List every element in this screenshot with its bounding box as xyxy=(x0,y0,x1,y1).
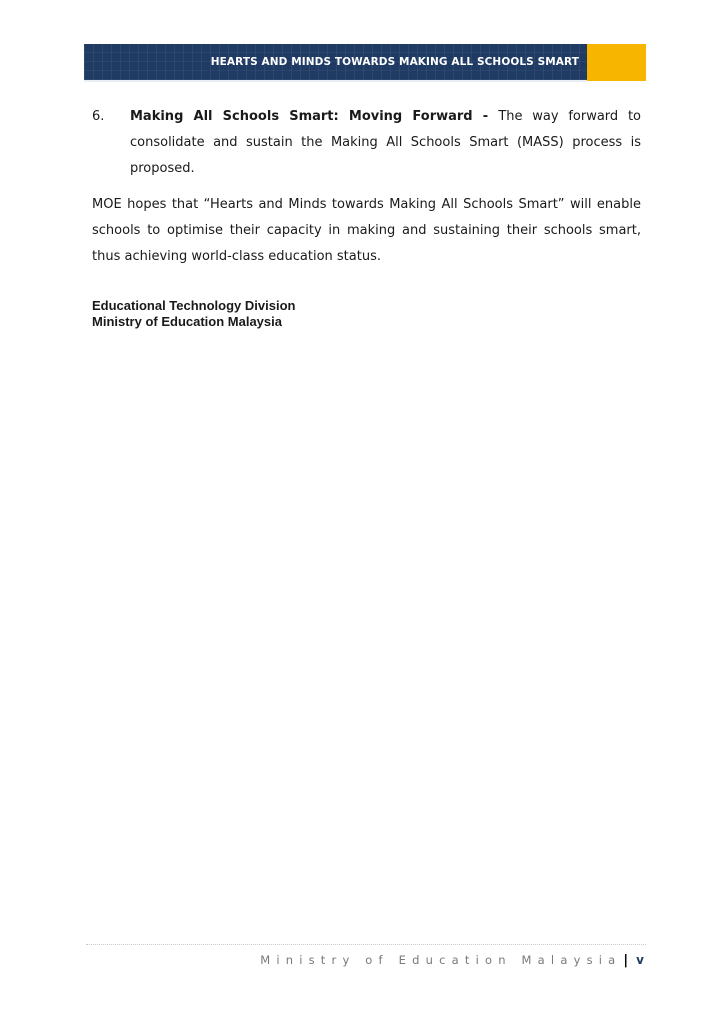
organization-block xyxy=(92,298,641,330)
item-text: The way forward to consolidate and sustain the Making All Schools Smart (MASS) process is proposed. xyxy=(130,109,642,176)
body-paragraph: MOE hopes that “Hearts and Minds towards Making All Schools Smart” will enable schools to optimise their capacity in making and sustaining their schools smart, thus achieving world-class education status. xyxy=(92,197,641,264)
item-number: 6. xyxy=(92,109,105,124)
item-heading: Making All Schools Smart: Moving Forward - xyxy=(130,109,499,124)
header-title: HEARTS AND MINDS TOWARDS MAKING ALL SCHOOLS SMART xyxy=(210,56,579,68)
page-number: v xyxy=(636,953,644,967)
page-footer xyxy=(260,950,644,970)
footer-divider xyxy=(86,944,646,945)
footer-separator: | xyxy=(623,952,629,968)
list-item xyxy=(92,104,641,182)
ministry-name: Ministry of Education Malaysia xyxy=(92,314,282,329)
page-content xyxy=(92,104,641,330)
header-band xyxy=(84,44,587,82)
division-name: Educational Technology Division xyxy=(92,298,296,313)
footer-text: Ministry of Education Malaysia xyxy=(260,953,622,967)
header-accent-block xyxy=(587,44,646,81)
